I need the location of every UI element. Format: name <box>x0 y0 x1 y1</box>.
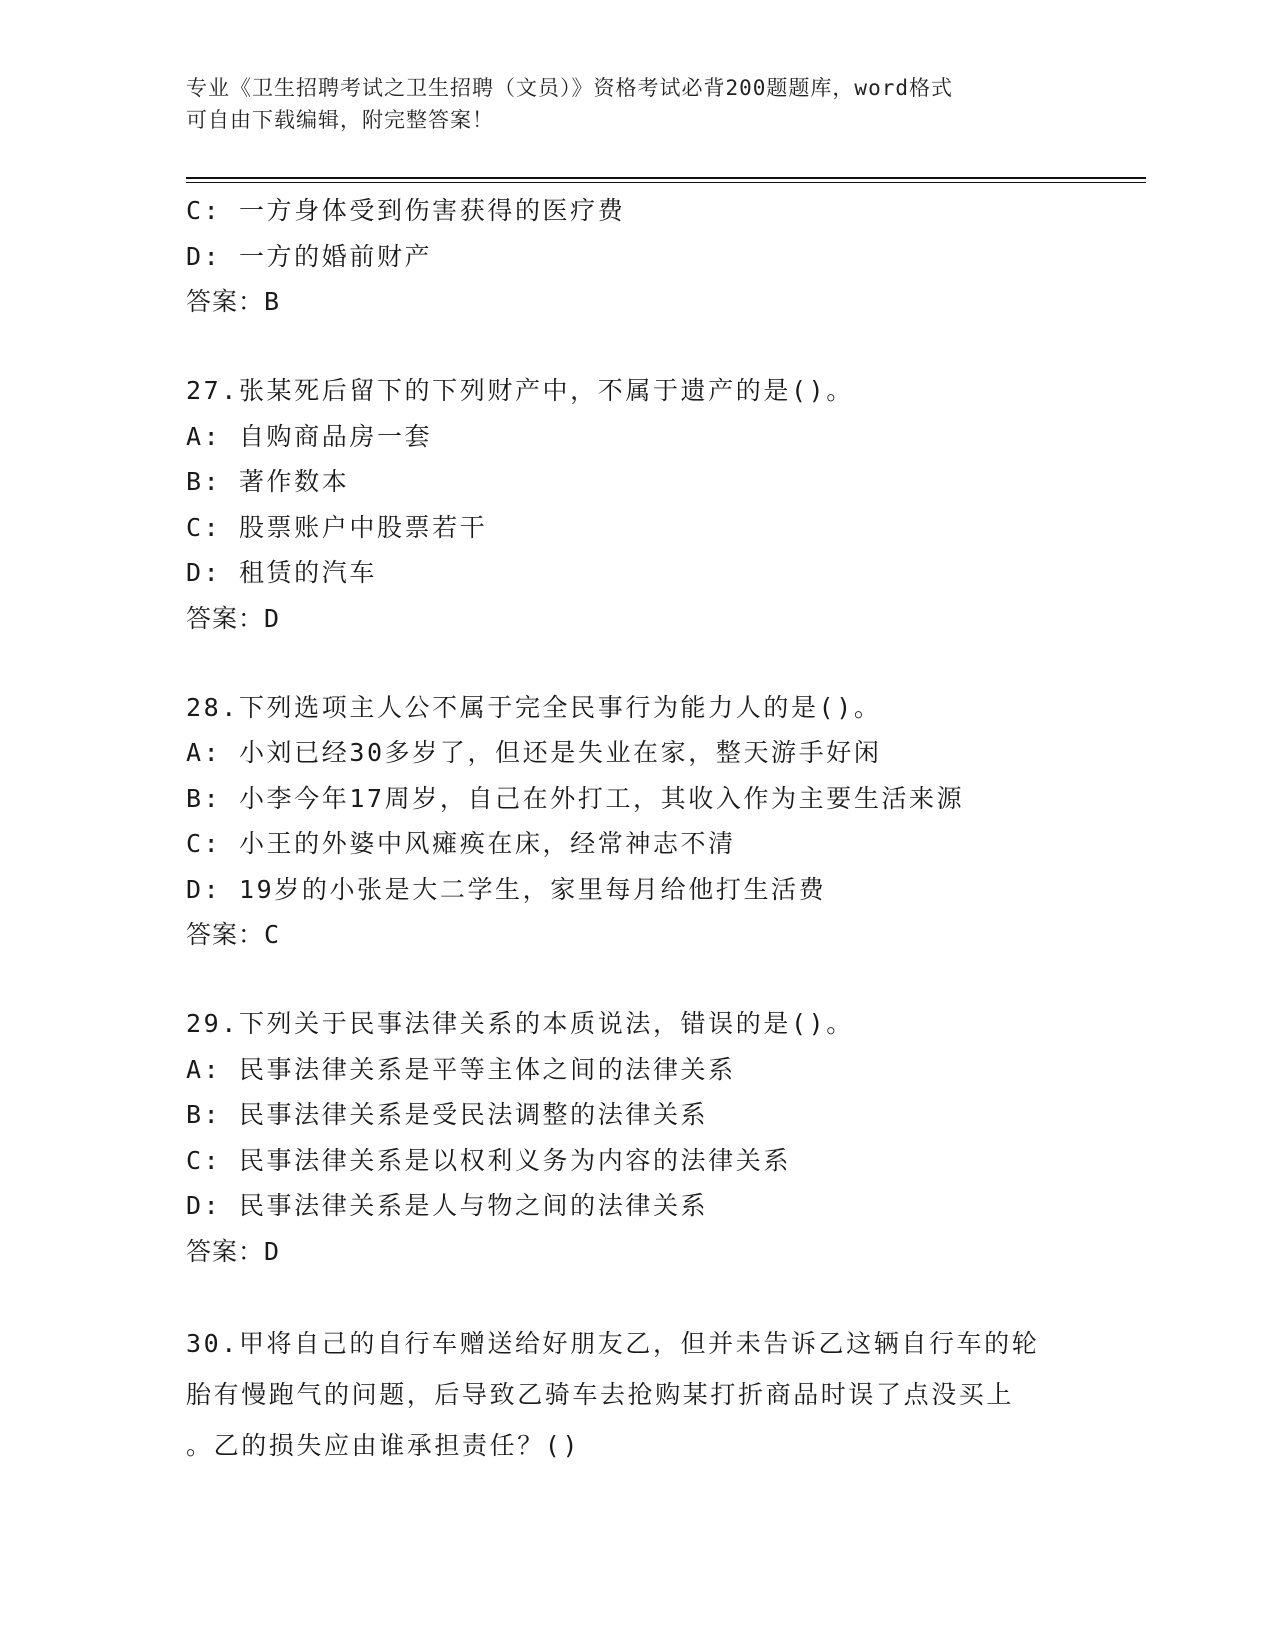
answer-line: 答案：D <box>186 1236 281 1266</box>
option-d: D: 租赁的汽车 <box>186 558 377 587</box>
header-rule-thin <box>186 182 1146 183</box>
question-27 <box>186 368 1086 642</box>
question-stem: 29.下列关于民事法律关系的本质说法，错误的是()。 <box>186 1009 854 1038</box>
option-d: D: 民事法律关系是人与物之间的法律关系 <box>186 1191 709 1220</box>
option-a: A: 自购商品房一套 <box>186 421 433 451</box>
question-26-continued <box>186 188 1086 325</box>
option-b: B: 著作数本 <box>186 467 350 496</box>
option-c: C: 小王的外婆中风瘫痪在床，经常神志不清 <box>186 829 736 858</box>
question-29 <box>186 1001 1086 1275</box>
question-content <box>186 188 1086 1471</box>
spacer <box>186 325 1086 368</box>
question-stem-line-1: 30.甲将自己的自行车赠送给好朋友乙，但并未告诉乙这辆自行车的轮 <box>186 1328 1040 1358</box>
answer-line: 答案：D <box>186 603 281 633</box>
question-stem: 27.张某死后留下的下列财产中，不属于遗产的是()。 <box>186 376 854 405</box>
spacer <box>186 958 1086 1001</box>
option-d: D: 一方的婚前财产 <box>186 241 433 271</box>
option-c: C: 一方身体受到伤害获得的医疗费 <box>186 196 626 225</box>
question-28 <box>186 685 1086 959</box>
option-b: B: 小李今年17周岁，自己在外打工，其收入作为主要生活来源 <box>186 783 965 813</box>
option-b: B: 民事法律关系是受民法调整的法律关系 <box>186 1100 709 1129</box>
question-stem-line-2: 胎有慢跑气的问题，后导致乙骑车去抢购某打折商品时误了点没买上 <box>186 1379 1015 1409</box>
spacer <box>186 642 1086 685</box>
option-c: C: 股票账户中股票若干 <box>186 512 488 542</box>
option-a: A: 民事法律关系是平等主体之间的法律关系 <box>186 1054 736 1084</box>
header-title-line-1: 专业《卫生招聘考试之卫生招聘（文员）》资格考试必背200题题库，word格式 <box>186 76 953 100</box>
option-d: D: 19岁的小张是大二学生，家里每月给他打生活费 <box>186 874 827 904</box>
question-30 <box>186 1318 1086 1471</box>
answer-line: 答案：C <box>186 920 281 949</box>
header-title-line-2: 可自由下载编辑，附完整答案！ <box>186 108 494 132</box>
spacer <box>186 1275 1086 1318</box>
option-a: A: 小刘已经30多岁了，但还是失业在家，整天游手好闲 <box>186 738 882 767</box>
answer-line: 答案：B <box>186 287 281 316</box>
page-header <box>186 72 1066 136</box>
header-rule-thick <box>186 177 1146 179</box>
question-stem-line-3: 。乙的损失应由谁承担责任？() <box>186 1430 581 1460</box>
question-stem: 28.下列选项主人公不属于完全民事行为能力人的是()。 <box>186 692 882 722</box>
option-c: C: 民事法律关系是以权利义务为内容的法律关系 <box>186 1145 791 1175</box>
